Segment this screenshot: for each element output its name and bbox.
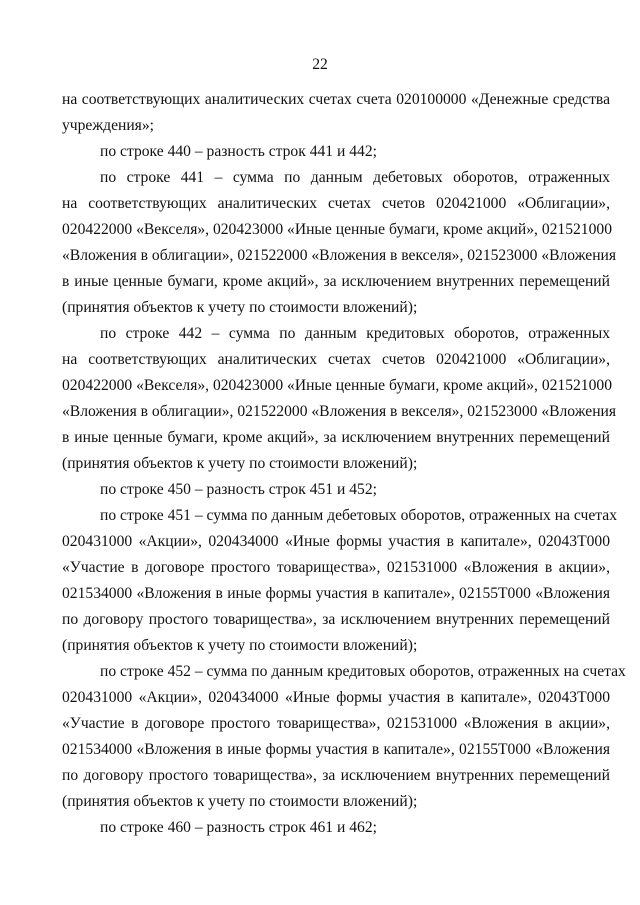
text-line: 020431000 «Акции», 020434000 «Иные формы участия в капитале», 02043Т000	[62, 689, 610, 706]
text-line: 020422000 «Векселя», 020423000 «Иные ценные бумаги, кроме акций», 021521000	[62, 221, 612, 238]
text-line: «Вложения в облигации», 021522000 «Вложения в векселя», 021523000 «Вложения	[62, 247, 617, 264]
paragraph	[62, 505, 617, 661]
paragraph	[62, 89, 610, 141]
text-line: на соответствующих аналитических счетах счета 020100000 «Денежные средства	[62, 91, 610, 108]
text-line: 020431000 «Акции», 020434000 «Иные формы участия в капитале», 02043Т000	[62, 533, 610, 550]
text-line: 021534000 «Вложения в иные формы участия в капитале», 02155Т000 «Вложения	[62, 741, 610, 758]
text-line: по строке 451 – сумма по данным дебетовых оборотов, отраженных на счетах	[100, 507, 617, 524]
text-line: учреждения»;	[62, 117, 154, 134]
text-line: по строке 450 – разность строк 451 и 452;	[100, 481, 377, 498]
paragraph	[62, 817, 610, 843]
text-line: по строке 441 – сумма по данным дебетовых оборотов, отраженных	[100, 169, 610, 186]
text-line: по строке 440 – разность строк 441 и 442;	[100, 143, 377, 160]
paragraph	[62, 479, 610, 505]
text-line: 021534000 «Вложения в иные формы участия в капитале», 02155Т000 «Вложения	[62, 585, 610, 602]
text-line: «Участие в договоре простого товарищества», 021531000 «Вложения в акции»,	[62, 715, 610, 732]
text-line: по строке 460 – разность строк 461 и 462;	[100, 819, 377, 836]
text-line: (принятия объектов к учету по стоимости вложений);	[62, 637, 418, 654]
paragraph	[62, 141, 610, 167]
text-line: по договору простого товарищества», за исключением внутренних перемещений	[62, 611, 610, 628]
text-line: (принятия объектов к учету по стоимости вложений);	[62, 793, 418, 810]
text-line: в иные ценные бумаги, кроме акций», за исключением внутренних перемещений	[62, 273, 610, 290]
text-line: (принятия объектов к учету по стоимости вложений);	[62, 299, 418, 316]
text-line: по договору простого товарищества», за исключением внутренних перемещений	[62, 767, 610, 784]
text-line: на соответствующих аналитических счетах счетов 020421000 «Облигации»,	[62, 351, 610, 368]
text-line: по строке 452 – сумма по данным кредитовых оборотов, отраженных на счетах	[100, 663, 626, 680]
document-body	[62, 89, 626, 843]
text-line: в иные ценные бумаги, кроме акций», за исключением внутренних перемещений	[62, 429, 610, 446]
paragraph	[62, 167, 617, 323]
text-line: «Вложения в облигации», 021522000 «Вложения в векселя», 021523000 «Вложения	[62, 403, 617, 420]
page-number: 22	[312, 56, 328, 73]
paragraph	[62, 323, 617, 479]
text-line: по строке 442 – сумма по данным кредитовых оборотов, отраженных	[100, 325, 610, 342]
text-line: (принятия объектов к учету по стоимости вложений);	[62, 455, 418, 472]
paragraph	[62, 661, 626, 817]
text-line: «Участие в договоре простого товарищества», 021531000 «Вложения в акции»,	[62, 559, 610, 576]
text-line: на соответствующих аналитических счетах счетов 020421000 «Облигации»,	[62, 195, 610, 212]
text-line: 020422000 «Векселя», 020423000 «Иные ценные бумаги, кроме акций», 021521000	[62, 377, 612, 394]
